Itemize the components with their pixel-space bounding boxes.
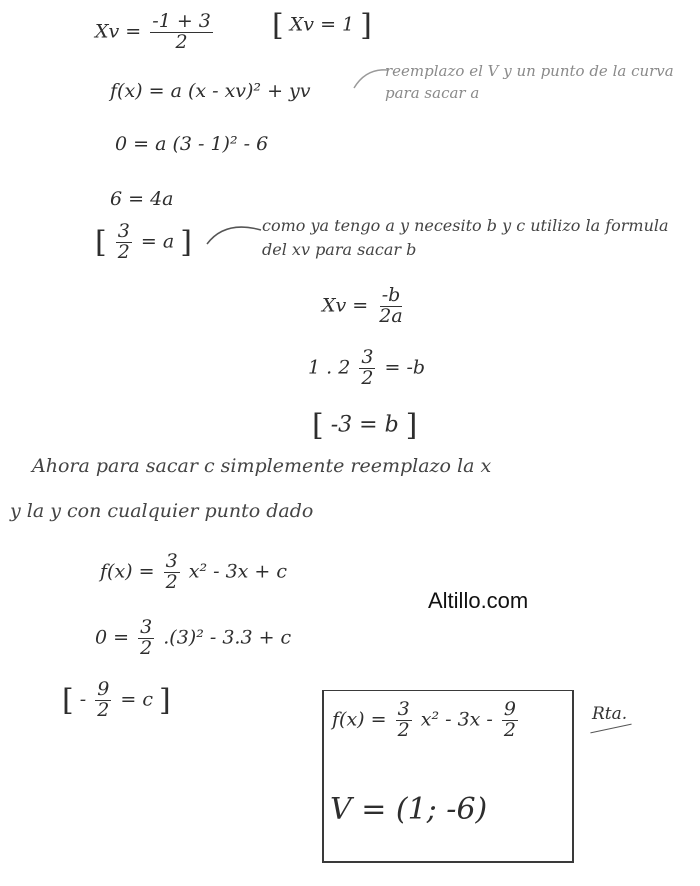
answer-fraction-1: $\frac{3}{2}$: [397, 698, 410, 741]
vertex-form-equation: f(x) = a (x - xv)² + yv: [110, 80, 311, 102]
answer-label: Rta.: [592, 704, 628, 724]
xv-formula-lhs: Xv =: [95, 20, 142, 43]
a-result: [ $\frac{3}{2}$ = a ]: [95, 220, 192, 263]
xv-denominator: 2: [175, 30, 188, 53]
c-intro-line-2: y la y con cualquier punto dado: [10, 500, 314, 522]
a-result-rhs: = a: [140, 230, 175, 253]
c-sub-fraction: $\frac{3}{2}$: [140, 616, 153, 659]
b-note: como ya tengo a y necesito b y c utilizo la formula del xv para sacar b: [262, 216, 669, 259]
c-intro-line-1: Ahora para sacar c simplemente reemplazo la x: [32, 455, 492, 477]
xv-numerator: -1 + 3: [152, 10, 211, 32]
watermark-text: Altillo.com: [428, 588, 529, 613]
f-partial-equation: f(x) = $\frac{3}{2}$ x² - 3x + c: [100, 550, 288, 593]
b-result-text: -3 = b: [330, 412, 399, 438]
answer-vertex: V = (1; -6): [330, 792, 488, 827]
xv-result-text: Xv = 1: [289, 13, 355, 36]
xv-b-fraction: $\frac{-b}{2a}$: [379, 284, 403, 327]
c-result: [ - $\frac{9}{2}$ = c ]: [62, 678, 171, 721]
f-partial-fraction: $\frac{3}{2}$: [165, 550, 178, 593]
b-note-arrow-curve: [205, 218, 265, 248]
xv-fraction: [150, 12, 213, 53]
b-calculation: 1 . 2 $\frac{3}{2}$ = -b: [308, 346, 426, 389]
c-substitution-equation: 0 = $\frac{3}{2}$ .(3)² - 3.3 + c: [95, 616, 292, 659]
vertex-note: reemplazo el V y un punto de la curva para sacar a: [385, 62, 674, 102]
answer-fraction-2: $\frac{9}{2}$: [503, 698, 516, 741]
xv-b-formula: Xv = $\frac{-b}{2a}$: [322, 284, 403, 327]
substitution-equation: 0 = a (3 - 1)² - 6: [115, 133, 269, 155]
b-result: [ -3 = b ]: [312, 408, 418, 443]
xv-formula: [95, 12, 216, 53]
simplified-equation: 6 = 4a: [110, 188, 174, 210]
a-fraction: $\frac{3}{2}$: [117, 220, 130, 263]
answer-function: f(x) = $\frac{3}{2}$ x² - 3x - $\frac{9}{2}$: [332, 698, 516, 741]
b-calc-fraction: $\frac{3}{2}$: [361, 346, 374, 389]
c-result-fraction: $\frac{9}{2}$: [97, 678, 110, 721]
answer-label-underline: [590, 724, 631, 734]
xv-result: [ Xv = 1 ]: [272, 8, 372, 43]
